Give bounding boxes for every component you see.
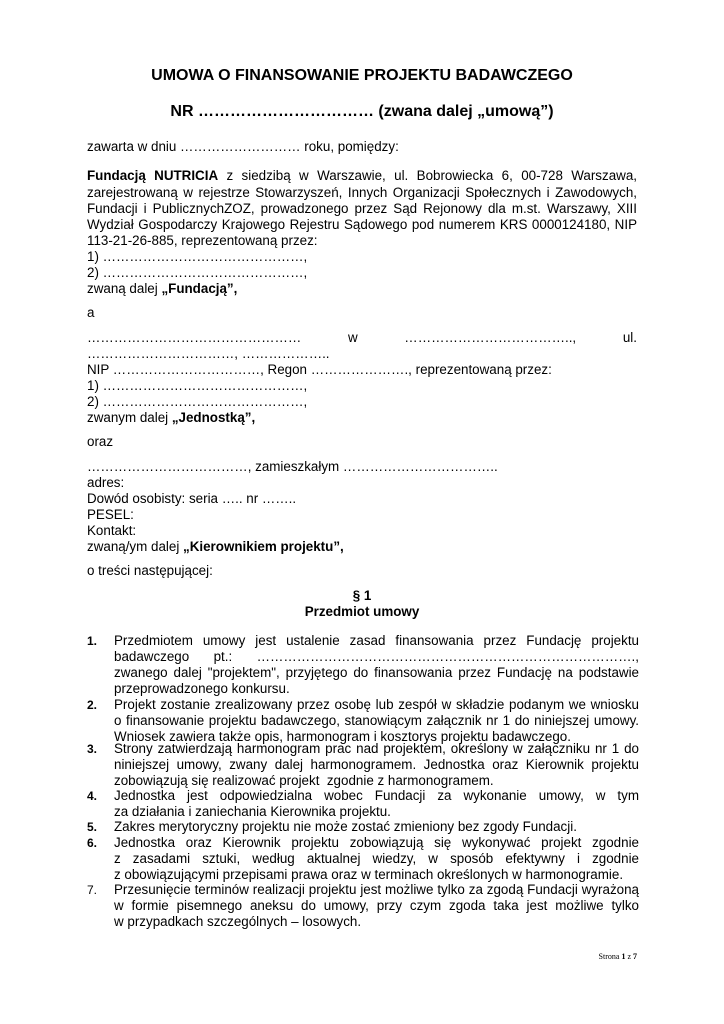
list-item-text-line: zobowiązują się realizować projekt zgodnie z harmonogramem.: [114, 773, 494, 788]
manager-contact: Kontakt:: [87, 523, 137, 538]
foundation-desc-line-4: Wydział Gospodarczy Krajowego Rejestru Sądowego pod numerem KRS 0000124180, NIP: [87, 217, 637, 232]
document-number-line: NR …………………………… (zwana dalej „umową”): [170, 103, 554, 120]
list-item-text-line: Wniosek zawiera także opis, harmonogram i kosztorys projektu badawczego.: [114, 729, 571, 744]
list-item-number: 3.: [87, 742, 98, 756]
foundation-rep-2: 2) ………………………………………,: [87, 265, 308, 280]
unit-line-1: ………………………………………… w ……………………………….., ul.: [87, 330, 637, 345]
list-item-text-line: z zasadami sztuki, według aktualnej wiedzy, w sposób efektywny i zgodnie: [114, 851, 639, 866]
list-item-text-line: Strony zatwierdzają harmonogram prac nad projektem, określony w załączniku nr 1 do: [114, 741, 639, 756]
concluded-date-line: zawarta w dniu ……………………… roku, pomiędzy:: [87, 139, 399, 154]
oraz-word: oraz: [87, 434, 114, 449]
unit-rep-1: 1) ………………………………………,: [87, 378, 308, 393]
manager-id-card: Dowód osobisty: seria ….. nr ……..: [87, 491, 297, 506]
manager-line-1: ………………………………, zamieszkałym ……………………………..: [87, 459, 498, 474]
list-item-text-line: przeprowadzonego konkursu.: [114, 681, 290, 696]
list-item-text-line: zwanego dalej "projektem", przyjętego do finansowania przez Fundację na podstawie: [114, 665, 639, 680]
and-word: a: [87, 305, 95, 320]
foundation-desc-line-3: Fundacji i PublicznychZOZ, prowadzonego przez Sąd Rejonowy dla m.st. Warszawy, XIII: [87, 201, 637, 216]
list-item-text-line: Zakres merytoryczny projektu nie może zostać zmieniony bez zgody Fundacji.: [114, 819, 577, 834]
list-item-number: 7.: [87, 883, 98, 897]
manager-address: adres:: [87, 475, 125, 490]
list-item-text-line: Jednostka oraz Kierownik projektu zobowiązują się wykonywać projekt zgodnie: [114, 835, 639, 850]
list-item-text-line: o finansowanie projektu badawczego, stanowiącym załącznik nr 1 do niniejszej umowy.: [114, 713, 639, 728]
list-item-number: 4.: [87, 789, 98, 803]
list-item-text-line: w formie pisemnego aneksu do umowy, przy czym zgoda taka jest możliwe tylko: [114, 898, 639, 913]
foundation-alias: zwaną dalej „Fundacją”,: [87, 281, 238, 296]
foundation-name: Fundacją NUTRICIA: [87, 168, 219, 183]
document-title: UMOWA O FINANSOWANIE PROJEKTU BADAWCZEGO: [151, 67, 573, 84]
list-item-text-line: Jednostka jest odpowiedzialna wobec Fundacji za wykonanie umowy, w tym: [114, 788, 639, 803]
manager-pesel: PESEL:: [87, 507, 134, 522]
manager-alias: zwaną/ym dalej „Kierownikiem projektu”,: [87, 539, 344, 554]
section-number: § 1: [352, 588, 372, 603]
list-item-text-line: z obowiązującymi przepisami prawa oraz w terminach określonych w harmonogramie.: [114, 867, 624, 882]
list-item-text-line: za działania i zaniechania Kierownika projektu.: [114, 804, 391, 819]
list-item-number: 5.: [87, 820, 98, 834]
unit-line-2: ……………………………, ………………..: [87, 346, 330, 361]
list-item-text-line: niniejszej umowy, zwany dalej harmonogramem. Jednostka oraz Kierownik projektu: [114, 757, 639, 772]
list-item-text-line: Projekt zostanie zrealizowany przez osobę lub zespół w składzie podanym we wniosku: [114, 697, 639, 712]
unit-line-3: NIP ……………………………, Regon …………………., reprezentowaną przez:: [87, 362, 552, 377]
unit-rep-2: 2) ………………………………………,: [87, 394, 308, 409]
unit-alias: zwanym dalej „Jednostką”,: [87, 410, 256, 425]
list-item-text-line: Przedmiotem umowy jest ustalenie zasad finansowania przez Fundację projektu: [114, 633, 639, 648]
list-item-text-line: badawczego pt.: ………………………………………………………………………….,: [114, 649, 639, 664]
list-item-number: 6.: [87, 836, 98, 850]
foundation-desc-line-5: 113-21-26-885, reprezentowaną przez:: [87, 233, 318, 248]
foundation-desc-line-1: Fundacją NUTRICIA z siedzibą w Warszawie, ul. Bobrowiecka 6, 00-728 Warszawa,: [87, 168, 637, 183]
content-intro: o treści następującej:: [87, 563, 213, 578]
list-item-number: 1.: [87, 634, 98, 648]
section-title: Przedmiot umowy: [304, 604, 420, 619]
list-item-text-line: w przypadkach szczególnych – losowych.: [114, 914, 362, 929]
foundation-rep-1: 1) ………………………………………,: [87, 249, 308, 264]
list-item-number: 2.: [87, 698, 98, 712]
page-footer: Strona 1 z 7: [598, 952, 637, 961]
list-item-text-line: Przesunięcie terminów realizacji projektu jest możliwe tylko za zgodą Fundacji wyrażoną: [114, 882, 639, 897]
foundation-desc-line-2: zarejestrowaną w rejestrze Stowarzyszeń, Innych Organizacji Społecznych i Zawodowych,: [87, 185, 637, 200]
